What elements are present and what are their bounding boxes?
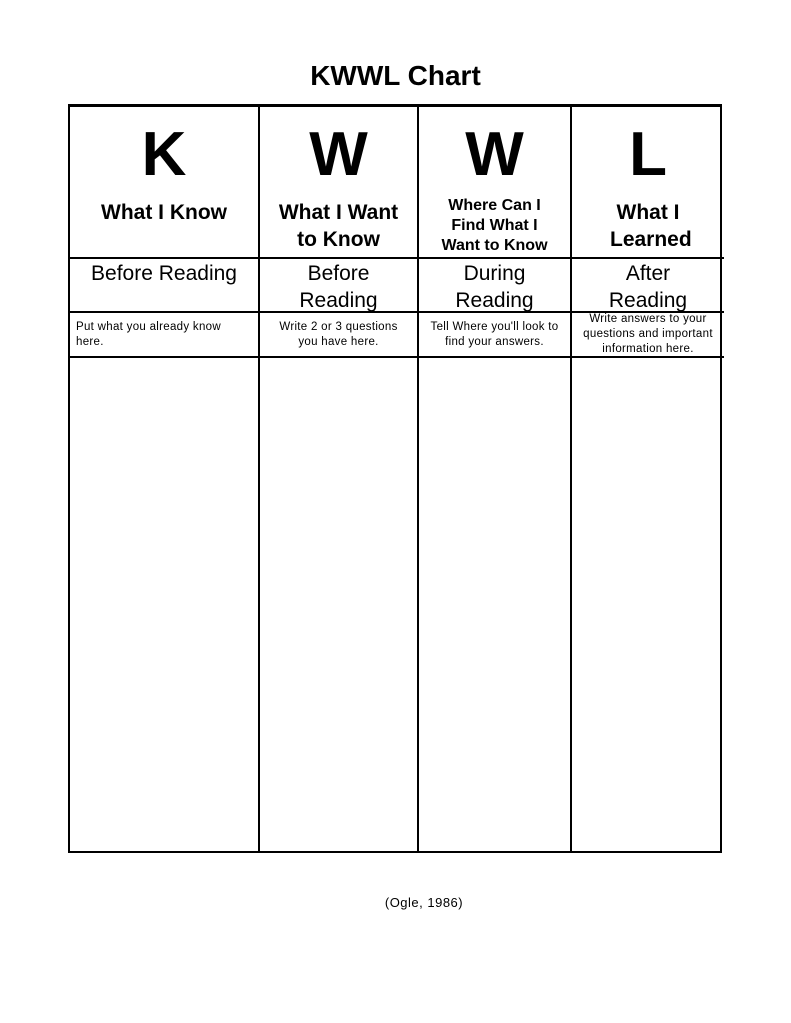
column-heading: What I Learned bbox=[610, 201, 692, 251]
writing-area-l[interactable] bbox=[572, 358, 724, 851]
page-title: KWWL Chart bbox=[310, 60, 481, 91]
header-cell-k bbox=[70, 107, 260, 259]
phase-cell bbox=[260, 259, 419, 313]
kwwl-table bbox=[68, 104, 722, 853]
column-letter: W bbox=[309, 120, 368, 189]
instruction-cell bbox=[419, 313, 572, 358]
instruction-cell bbox=[260, 313, 419, 358]
phase-label: During Reading bbox=[455, 262, 534, 312]
phase-cell bbox=[70, 259, 260, 313]
phase-label: Before Reading bbox=[299, 262, 378, 312]
writing-area-k[interactable] bbox=[70, 358, 260, 851]
column-heading: Where Can I Find What I Want to Know bbox=[441, 197, 548, 254]
instruction-text: Write 2 or 3 questions you have here. bbox=[279, 320, 398, 348]
column-heading: What I Know bbox=[101, 201, 227, 224]
column-letter: W bbox=[465, 120, 524, 189]
citation: (Ogle, 1986) bbox=[384, 895, 464, 910]
column-heading: What I Want to Know bbox=[278, 201, 399, 251]
writing-area-w2[interactable] bbox=[419, 358, 572, 851]
instruction-cell bbox=[70, 313, 260, 358]
instruction-text: Tell Where you'll look to find your answers. bbox=[430, 320, 559, 348]
column-letter: L bbox=[629, 120, 667, 189]
column-letter: K bbox=[141, 120, 187, 189]
header-cell-w2 bbox=[419, 107, 572, 259]
phase-cell bbox=[419, 259, 572, 313]
instruction-cell bbox=[572, 313, 724, 358]
writing-area-w1[interactable] bbox=[260, 358, 419, 851]
header-cell-l bbox=[572, 107, 724, 259]
phase-label: Before Reading bbox=[91, 262, 237, 285]
phase-cell bbox=[572, 259, 724, 313]
instruction-text: Put what you already know here. bbox=[76, 320, 221, 348]
phase-label: After Reading bbox=[608, 262, 688, 312]
header-cell-w1 bbox=[260, 107, 419, 259]
instruction-text: Write answers to your questions and important information here. bbox=[583, 313, 713, 355]
